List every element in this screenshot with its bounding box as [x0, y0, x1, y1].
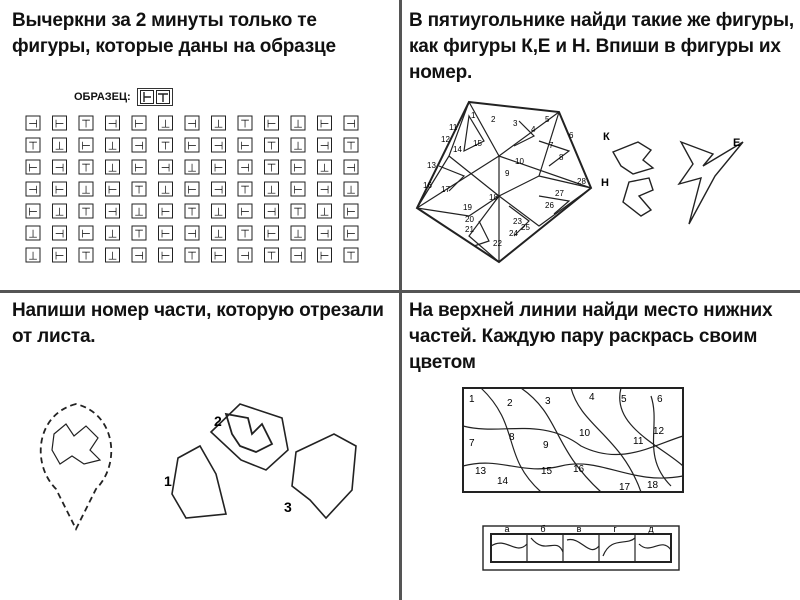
pentagon-puzzle: [409, 96, 599, 266]
strip-number: 4: [589, 392, 595, 403]
grid-figure-symbol: ⊥: [293, 117, 303, 131]
grid-figure: [53, 160, 67, 175]
piece-label-n: Н: [601, 177, 609, 189]
part-2-shape: [226, 414, 272, 452]
grid-figure-symbol: ⊢: [54, 249, 65, 263]
grid-figure-symbol: ⊢: [213, 161, 224, 175]
pentagon-number: 16: [423, 181, 432, 190]
strip-number: 9: [543, 440, 549, 451]
grid-figure: [53, 226, 67, 241]
grid-figure: [238, 138, 252, 153]
grid-figure: [26, 248, 40, 263]
grid-figure-symbol: ⊢: [134, 117, 144, 131]
piece-label-k: К: [603, 131, 610, 143]
grid-figure: [238, 248, 252, 263]
grid-figure-symbol: ⊢: [266, 227, 277, 241]
grid-figure-symbol: ⊤: [81, 117, 91, 131]
grid-figure: [212, 204, 226, 219]
pentagon-number: 9: [505, 169, 510, 178]
grid-figure-symbol: ⊣: [319, 183, 330, 197]
grid-figure: [318, 182, 332, 197]
grid-figure-symbol: ⊤: [187, 249, 197, 263]
grid-figure-symbol: ⊤: [81, 249, 91, 263]
piece-e-shape: [679, 142, 743, 224]
grid-figure: [344, 160, 358, 175]
grid-figure: [265, 226, 279, 241]
pentagon-number: 13: [427, 161, 436, 170]
grid-figure-symbol: ⊣: [54, 227, 65, 241]
grid-figure: [291, 182, 305, 197]
pentagon-number: 12: [441, 135, 450, 144]
grid-figure-symbol: ⊥: [134, 205, 144, 219]
grid-figure: [26, 160, 40, 175]
grid-figure-symbol: ⊥: [346, 183, 356, 197]
grid-figure-symbol: ⊤: [134, 183, 144, 197]
grid-figure-symbol: ⊣: [319, 139, 330, 153]
grid-figure: [53, 248, 67, 263]
grid-figure-symbol: ⊣: [54, 161, 65, 175]
grid-figure: [238, 226, 252, 241]
grid-figure-symbol: ⊣: [293, 249, 303, 263]
grid-figure-symbol: ⊣: [319, 227, 330, 241]
grid-figure: [344, 116, 358, 131]
grid-figure: [265, 160, 279, 175]
grid-figure: [344, 226, 358, 241]
strip-number: 5: [621, 394, 627, 405]
pentagon-number: 28: [577, 177, 586, 186]
strip-letter: б: [540, 524, 546, 534]
strip-letter: в: [576, 524, 582, 534]
grid-figure: [212, 116, 226, 131]
grid-figure-symbol: ⊣: [187, 117, 197, 131]
grid-figure-symbol: ⊢: [160, 249, 171, 263]
pentagon-number: 25: [521, 223, 530, 232]
pentagon-number: 27: [555, 189, 564, 198]
pentagon-number: 11: [449, 123, 458, 132]
grid-figure: [185, 116, 199, 131]
pentagon-number: 1: [471, 111, 476, 120]
part-1-shape: [172, 446, 226, 518]
grid-figure-symbol: ⊣: [160, 161, 171, 175]
vertical-divider: [399, 0, 402, 600]
grid-figure: [159, 138, 173, 153]
grid-figure: [318, 116, 332, 131]
grid-figure-symbol: ⊤: [160, 139, 171, 153]
strip-number: 12: [653, 426, 665, 437]
grid-figure-symbol: ⊤: [81, 205, 91, 219]
grid-figure: [344, 138, 358, 153]
piece-k-shape: [613, 142, 653, 174]
grid-figure-symbol: ⊣: [28, 183, 38, 197]
grid-figure: [265, 204, 279, 219]
strip-number: 16: [573, 464, 585, 475]
figure-grid: [24, 114, 384, 274]
grid-figure: [291, 248, 305, 263]
strip-number: 1: [469, 394, 475, 405]
grid-figure: [344, 248, 358, 263]
grid-figure-symbol: ⊥: [54, 139, 65, 153]
grid-figure: [265, 116, 279, 131]
grid-figure-symbol: ⊢: [54, 117, 65, 131]
grid-figure: [132, 138, 146, 153]
task-strip-matching: [403, 294, 796, 594]
grid-figure-symbol: ⊥: [54, 205, 65, 219]
grid-figure: [132, 226, 146, 241]
part-number-3: 3: [284, 499, 292, 515]
grid-figure: [291, 116, 305, 131]
grid-figure: [238, 204, 252, 219]
grid-figure: [238, 182, 252, 197]
grid-figure: [79, 160, 93, 175]
grid-figure: [106, 204, 120, 219]
grid-figure-symbol: ⊢: [319, 249, 330, 263]
strip-number: 17: [619, 482, 631, 493]
grid-figure: [291, 204, 305, 219]
grid-figure-symbol: ⊣: [213, 139, 224, 153]
task-instruction: Напиши номер части, которую отрезали от листа.: [12, 300, 384, 347]
grid-figure: [212, 138, 226, 153]
grid-figure-symbol: ⊥: [293, 227, 303, 241]
strip-number: 11: [633, 436, 644, 447]
pentagon-number: 3: [513, 119, 518, 128]
grid-figure: [79, 226, 93, 241]
grid-figure: [185, 248, 199, 263]
grid-figure: [318, 226, 332, 241]
pentagon-number: 18: [489, 193, 498, 202]
grid-figure-symbol: ⊢: [293, 161, 303, 175]
pentagon-number: 5: [545, 115, 550, 124]
part-3-shape: [292, 434, 356, 518]
grid-figure: [132, 248, 146, 263]
strip-number: 6: [657, 394, 663, 405]
grid-figure-symbol: ⊣: [346, 161, 356, 175]
task-instruction: На верхней линии найди место нижних частей. Каждую пару раскрась своим цветом: [409, 300, 773, 373]
grid-figure-symbol: ⊢: [28, 161, 38, 175]
grid-figure-symbol: ⊢: [293, 183, 303, 197]
grid-figure: [212, 248, 226, 263]
grid-figure: [106, 248, 120, 263]
strip-number: 13: [475, 466, 487, 477]
strip-number: 14: [497, 476, 509, 487]
grid-figure-symbol: ⊥: [187, 161, 197, 175]
pentagon-number: 10: [515, 157, 524, 166]
grid-figure-symbol: ⊤: [266, 161, 277, 175]
grid-figure: [344, 204, 358, 219]
strip-letter: г: [613, 524, 617, 534]
grid-figure: [212, 182, 226, 197]
grid-figure: [238, 160, 252, 175]
grid-figure: [159, 204, 173, 219]
strip-number: 15: [541, 466, 553, 477]
grid-figure: [318, 160, 332, 175]
grid-figure: [106, 138, 120, 153]
grid-figure: [106, 182, 120, 197]
grid-figure: [159, 226, 173, 241]
grid-figure-symbol: ⊢: [160, 205, 171, 219]
grid-figure-symbol: ⊤: [266, 249, 277, 263]
grid-figure-symbol: ⊥: [266, 183, 277, 197]
grid-figure: [238, 116, 252, 131]
grid-figure: [291, 138, 305, 153]
pentagon-number: 21: [465, 225, 474, 234]
strip-letter: а: [504, 524, 510, 534]
grid-figure: [26, 138, 40, 153]
grid-figure-symbol: ⊥: [293, 139, 303, 153]
grid-figure-symbol: ⊥: [160, 117, 171, 131]
grid-figure: [318, 248, 332, 263]
pentagon-number: 24: [509, 229, 518, 238]
task-cross-out-figures: [6, 4, 399, 290]
part-number-1: 1: [164, 473, 172, 489]
strip-number: 10: [579, 428, 591, 439]
sample-pieces: [593, 124, 783, 234]
grid-figure: [159, 160, 173, 175]
grid-figure: [159, 182, 173, 197]
grid-figure: [106, 116, 120, 131]
grid-figure-symbol: ⊤: [134, 227, 144, 241]
strip-letter: д: [648, 524, 654, 534]
grid-figure-symbol: ⊥: [213, 117, 224, 131]
pentagon-number: 17: [441, 185, 450, 194]
grid-figure-symbol: ⊢: [81, 139, 91, 153]
grid-figure: [26, 182, 40, 197]
task-instruction: В пятиугольнике найди такие же фигуры, как фигуры К,Е и Н. Впиши в фигуры их номер.: [409, 10, 794, 83]
grid-figure: [291, 160, 305, 175]
strip-number: 3: [545, 396, 551, 407]
grid-figure-symbol: ⊣: [28, 117, 38, 131]
pentagon-number: 6: [569, 131, 574, 140]
pentagon-number: 4: [531, 125, 536, 134]
grid-figure-symbol: ⊣: [134, 139, 144, 153]
grid-figure: [291, 226, 305, 241]
pentagon-number: 19: [463, 203, 472, 212]
grid-figure-symbol: ⊢: [134, 161, 144, 175]
grid-figure: [132, 160, 146, 175]
grid-figure-symbol: ⊥: [107, 161, 118, 175]
grid-figure-symbol: ⊤: [346, 139, 356, 153]
grid-figure: [265, 248, 279, 263]
grid-figure-symbol: ⊣: [346, 117, 356, 131]
grid-figure-symbol: ⊢: [319, 117, 330, 131]
strip-puzzle: [461, 386, 691, 586]
grid-figure-symbol: ⊣: [107, 205, 118, 219]
grid-figure-symbol: ⊤: [28, 139, 38, 153]
grid-figure: [265, 182, 279, 197]
strip-number: 7: [469, 438, 475, 449]
grid-figure-symbol: ⊤: [240, 227, 250, 241]
grid-figure: [79, 116, 93, 131]
grid-figure-symbol: ⊢: [160, 227, 171, 241]
grid-figure-symbol: ⊤: [240, 183, 250, 197]
grid-figure: [265, 138, 279, 153]
pentagon-number: 22: [493, 239, 502, 248]
grid-figure-symbol: ⊤: [346, 249, 356, 263]
grid-figure: [26, 116, 40, 131]
left-tee-icon: [140, 90, 154, 104]
pentagon-number: 8: [559, 153, 564, 162]
grid-figure-symbol: ⊣: [240, 249, 250, 263]
grid-figure-symbol: ⊢: [213, 249, 224, 263]
grid-figure: [185, 204, 199, 219]
grid-figure-symbol: ⊢: [107, 183, 118, 197]
pentagon-number: 7: [549, 141, 554, 150]
grid-figure-symbol: ⊢: [240, 139, 250, 153]
grid-figure: [106, 226, 120, 241]
grid-figure-symbol: ⊥: [28, 227, 38, 241]
grid-figure-symbol: ⊥: [28, 249, 38, 263]
grid-figure: [106, 160, 120, 175]
grid-figure: [185, 138, 199, 153]
grid-figure: [318, 204, 332, 219]
grid-figure-symbol: ⊢: [187, 139, 197, 153]
figure-grid-svg: [24, 114, 384, 274]
grid-figure-symbol: ⊣: [213, 183, 224, 197]
task-pentagon-pieces: [403, 4, 796, 290]
grid-figure-symbol: ⊤: [293, 205, 303, 219]
grid-figure: [185, 182, 199, 197]
grid-figure: [212, 160, 226, 175]
task-leaf-parts: [6, 294, 399, 594]
pentagon-number: 23: [513, 217, 522, 226]
grid-figure: [132, 204, 146, 219]
strip-number: 8: [509, 432, 515, 443]
grid-figure: [26, 204, 40, 219]
grid-figure-symbol: ⊥: [107, 227, 118, 241]
strip-number: 18: [647, 480, 659, 491]
grid-figure-symbol: ⊥: [107, 249, 118, 263]
down-tee-icon: [156, 90, 170, 104]
grid-figure: [26, 226, 40, 241]
grid-figure: [53, 182, 67, 197]
grid-figure-symbol: ⊤: [187, 205, 197, 219]
grid-figure: [318, 138, 332, 153]
grid-figure: [53, 116, 67, 131]
task-instruction: Вычеркни за 2 минуты только те фигуры, которые даны на образце: [12, 10, 336, 57]
grid-figure-symbol: ⊣: [266, 205, 277, 219]
sample: [74, 88, 173, 106]
grid-figure-symbol: ⊥: [213, 205, 224, 219]
grid-figure-symbol: ⊢: [346, 205, 356, 219]
grid-figure: [344, 182, 358, 197]
sample-figures: [137, 88, 173, 106]
strip-number: 2: [507, 398, 513, 409]
pentagon-number: 26: [545, 201, 554, 210]
grid-figure: [185, 226, 199, 241]
grid-figure-symbol: ⊥: [81, 183, 91, 197]
grid-figure: [212, 226, 226, 241]
grid-figure-symbol: ⊢: [266, 117, 277, 131]
grid-figure-symbol: ⊢: [187, 183, 197, 197]
grid-figure-symbol: ⊥: [107, 139, 118, 153]
grid-figure: [185, 160, 199, 175]
grid-figure-symbol: ⊤: [240, 117, 250, 131]
grid-figure: [132, 116, 146, 131]
grid-figure-symbol: ⊥: [213, 227, 224, 241]
grid-figure-symbol: ⊥: [319, 161, 330, 175]
grid-figure: [53, 138, 67, 153]
leaf-puzzle: [26, 394, 386, 544]
grid-figure-symbol: ⊣: [187, 227, 197, 241]
grid-figure: [159, 248, 173, 263]
leaf-pattern: [52, 424, 100, 464]
leaf-outline: [41, 404, 112, 529]
grid-figure-symbol: ⊢: [346, 227, 356, 241]
grid-figure-symbol: ⊣: [240, 161, 250, 175]
grid-figure-symbol: ⊣: [134, 249, 144, 263]
grid-figure: [79, 182, 93, 197]
horizontal-divider: [0, 290, 800, 293]
grid-figure-symbol: ⊢: [81, 227, 91, 241]
pentagon-number: 20: [465, 215, 474, 224]
grid-figure-symbol: ⊥: [319, 205, 330, 219]
grid-figure-symbol: ⊣: [107, 117, 118, 131]
piece-label-e: Е: [733, 137, 741, 149]
pentagon-number: 15: [473, 139, 482, 148]
grid-figure: [79, 204, 93, 219]
grid-figure: [159, 116, 173, 131]
grid-figure-symbol: ⊤: [266, 139, 277, 153]
pentagon-number: 2: [491, 115, 496, 124]
part-number-2: 2: [214, 413, 222, 429]
grid-figure-symbol: ⊢: [28, 205, 38, 219]
grid-figure: [79, 248, 93, 263]
grid-figure: [79, 138, 93, 153]
grid-figure-symbol: ⊥: [160, 183, 171, 197]
grid-figure-symbol: ⊤: [81, 161, 91, 175]
grid-figure-symbol: ⊢: [240, 205, 250, 219]
piece-n-shape: [623, 178, 653, 216]
pentagon-number: 14: [453, 145, 462, 154]
grid-figure-symbol: ⊢: [54, 183, 65, 197]
grid-figure: [132, 182, 146, 197]
grid-figure: [53, 204, 67, 219]
sample-label: ОБРАЗЕЦ:: [74, 91, 131, 103]
